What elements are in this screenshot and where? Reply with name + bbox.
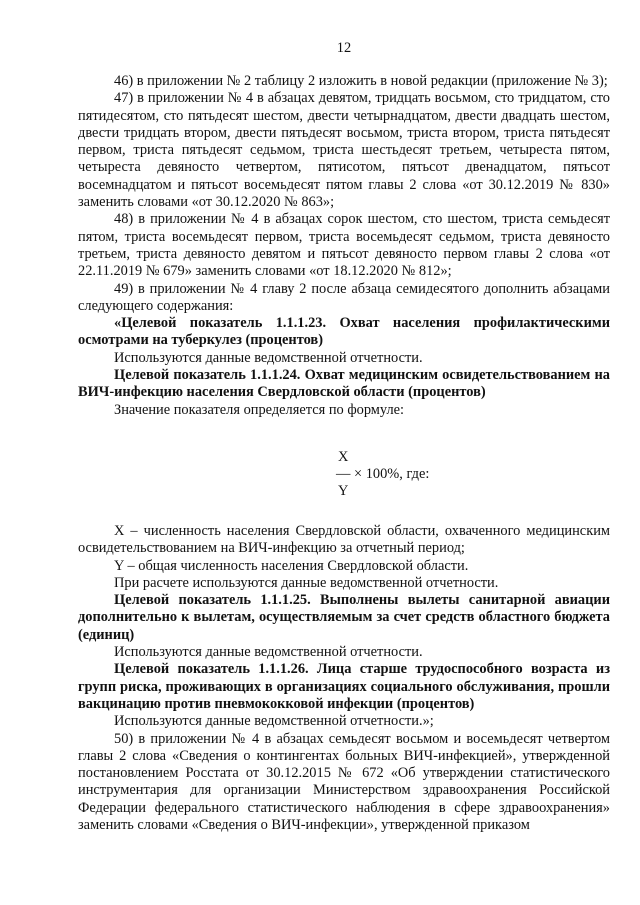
indicator-heading-1-1-1-25: Целевой показатель 1.1.1.25. Выполнены вылеты санитарной авиации дополнительно к вылетам, осуществляемым за счет средств областного бюджета (единиц) [78, 592, 610, 643]
formula [78, 419, 610, 523]
variable-x-definition: X – численность населения Свердловской области, охваченного медицинским освидетельствованием на ВИЧ-инфекцию за отчетный период; [78, 522, 610, 557]
page-number: 12 [336, 40, 352, 56]
calculation-note: При расчете используются данные ведомственной отчетности. [114, 574, 499, 591]
document-body [78, 73, 610, 834]
formula-denominator: Y [338, 482, 349, 499]
variable-y-definition: Y – общая численность населения Свердловской области. [114, 557, 469, 574]
indicator-heading-1-1-1-24: Целевой показатель 1.1.1.24. Охват медицинским освидетельствованием на ВИЧ-инфекцию населения Свердловской области (процентов) [78, 367, 610, 401]
indicator-heading-1-1-1-26: Целевой показатель 1.1.1.26. Лица старше трудоспособного возраста из групп риска, проживающих в организациях социального обслуживания, прошли вакцинацию против пневмококковой инфекции (процентов) [78, 661, 610, 712]
paragraph-49: 49) в приложении № 4 главу 2 после абзаца семидесятого дополнить абзацами следующего содержания: [78, 280, 610, 314]
indicator-note-1-1-1-25: Используются данные ведомственной отчетности. [114, 644, 423, 661]
paragraph-47: 47) в приложении № 4 в абзацах девятом, тридцать восьмом, сто тридцатом, сто пятидесятом, сто пятьдесят шестом, двести четырнадцатом, двести двадцать шестом, двести тридцать втором, двести пятьдесят восьмом, триста втором, триста пятьдесят первом, триста пятьдесят седьмом, триста шестьдесят третьем, четыреста пятом, четыреста девяносто четвертом, пятисотом, пятьсот двенадцатом, пятьсот восемнадцатом и пятьсот восемьдесят пятом главы 2 слова «от 30.12.2019 № 830» заменить словами «от 30.12.2020 № 863»; [78, 90, 610, 211]
paragraph-50: 50) в приложении № 4 в абзацах семьдесят восьмом и восемьдесят четвертом главы 2 слова «Сведения о контингентах больных ВИЧ-инфекцией», утвержденной постановлением Росстата от 30.12.2015 № 672 «Об утверждении статистического инструментария для организации Министерством здравоохранения Российской Федерации федерального статистического наблюдения в сфере здравоохранения» заменить словами «Сведения о ВИЧ-инфекции», утвержденной приказом [78, 730, 610, 833]
formula-numerator: X [338, 448, 349, 465]
paragraph-46: 46) в приложении № 2 таблицу 2 изложить в новой редакции (приложение № 3); [114, 73, 608, 89]
paragraph-48: 48) в приложении № 4 в абзацах сорок шестом, сто шестом, триста семьдесят пятом, триста восемьдесят первом, триста восемьдесят седьмом, триста девяносто третьем, триста девяносто девятом и пятьсот девяносто первом главы 2 слова «от 22.11.2019 № 679» заменить словами «от 18.12.2020 № 812»; [78, 211, 610, 280]
indicator-note-1-1-1-26: Используются данные ведомственной отчетности.»; [114, 713, 434, 730]
formula-intro: Значение показателя определяется по формуле: [114, 401, 405, 418]
indicator-heading-1-1-1-23: «Целевой показатель 1.1.1.23. Охват населения профилактическими осмотрами на туберкулез (процентов) [78, 315, 610, 349]
indicator-note-1-1-1-23: Используются данные ведомственной отчетности. [114, 349, 423, 366]
formula-fraction-line: — × 100%, где: [336, 465, 430, 482]
